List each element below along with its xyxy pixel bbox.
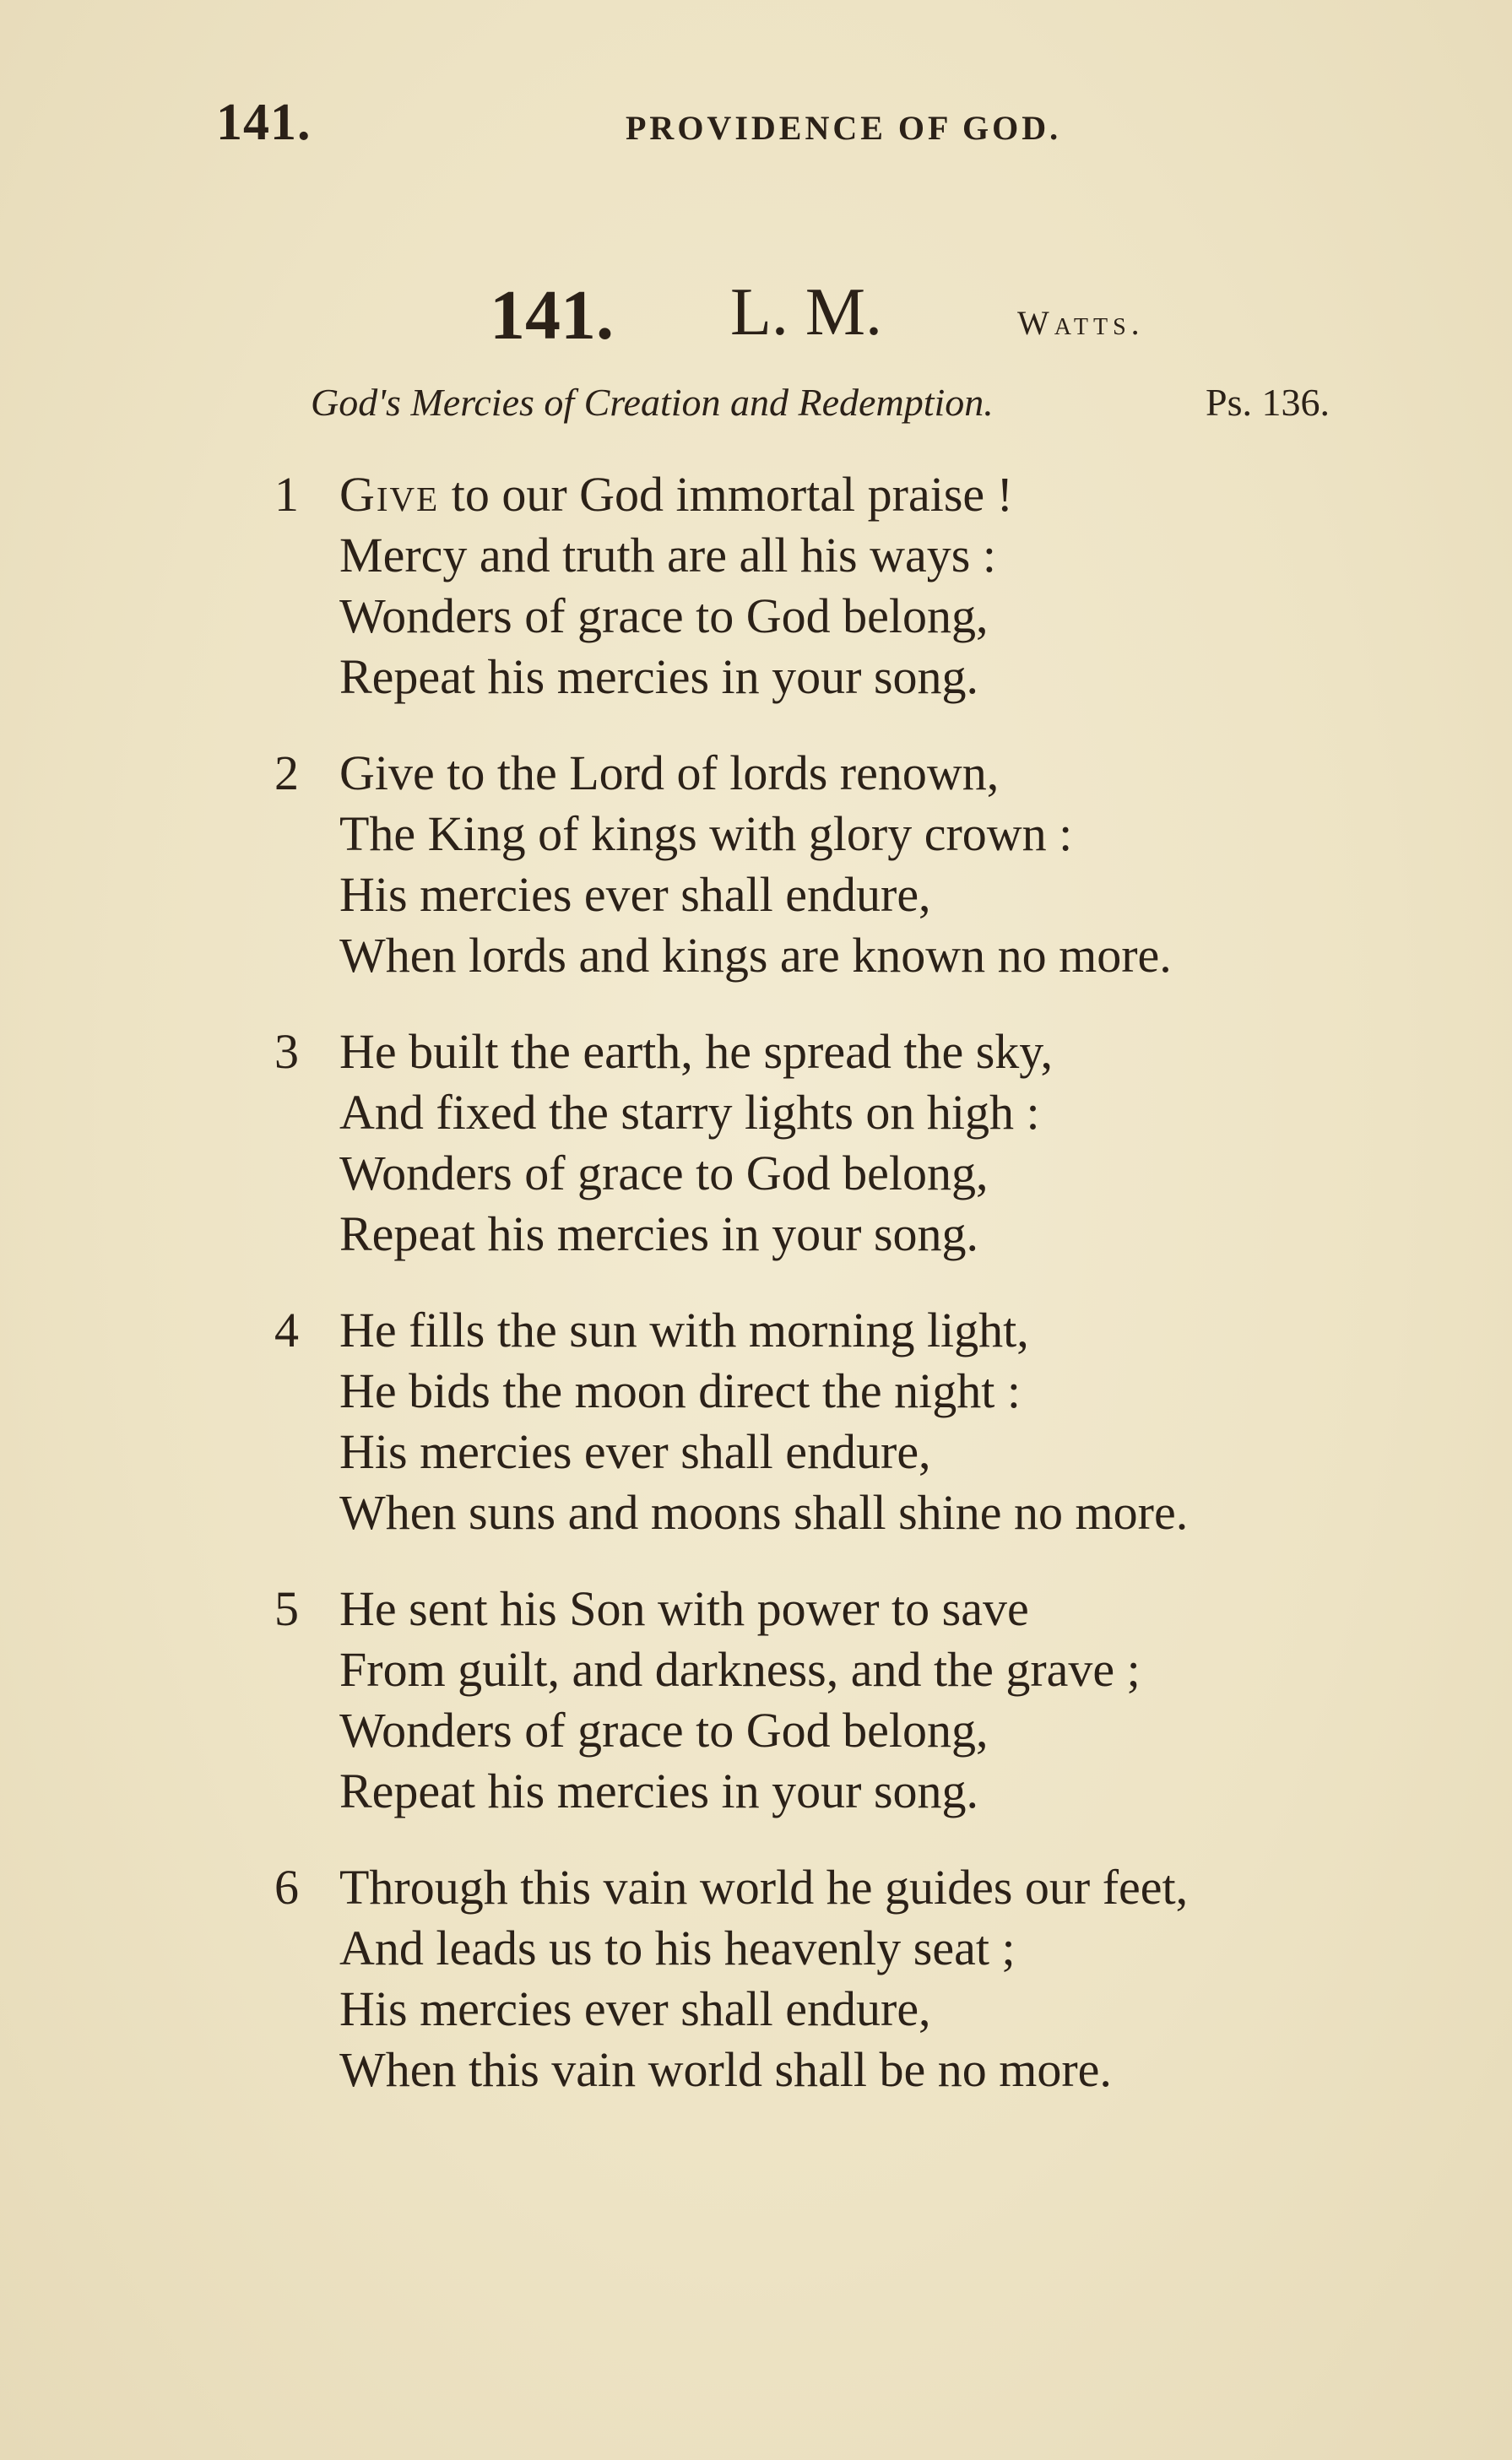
stanza-number: 1: [274, 467, 299, 522]
hymn-heading: [490, 274, 1216, 359]
verse-line: When lords and kings are known no more.: [339, 928, 1172, 983]
running-title: PROVIDENCE OF GOD.: [626, 109, 1062, 147]
hymn-subtitle: [311, 380, 1366, 425]
verse-line: His mercies ever shall endure,: [339, 1424, 931, 1479]
verse-line: Through this vain world he guides our feet,: [339, 1860, 1189, 1915]
hymn-theme: God's Mercies of Creation and Redemption.: [311, 381, 994, 424]
page-number: 141.: [216, 94, 312, 151]
stanza-number: 5: [274, 1581, 299, 1636]
stanza-lines: [339, 1021, 1437, 1265]
hymn-number: 141.: [490, 276, 614, 355]
stanza-number: 4: [274, 1303, 299, 1357]
verse-line: Mercy and truth are all his ways :: [339, 528, 996, 582]
stanza-lines: [339, 1857, 1437, 2100]
verse-line: [339, 464, 1437, 525]
verse-line: From guilt, and darkness, and the grave ;: [339, 1642, 1141, 1697]
verse-line: When suns and moons shall shine no more.: [339, 1485, 1189, 1540]
stanza-number: 2: [274, 745, 299, 800]
verse-line: His mercies ever shall endure,: [339, 867, 931, 922]
verse-line: When this vain world shall be no more.: [339, 2042, 1112, 2097]
stanza-lines: [339, 464, 1437, 707]
stanza-number: 6: [274, 1860, 299, 1915]
stanza-lines: [339, 1579, 1437, 1822]
first-word: Give: [339, 467, 440, 522]
verse-line: And fixed the starry lights on high :: [339, 1085, 1040, 1140]
verse-line: Wonders of grace to God belong,: [339, 1703, 989, 1758]
first-line-rest: to our God immortal praise !: [439, 467, 1013, 522]
verse-line: Give to the Lord of lords renown,: [339, 745, 1000, 800]
stanza-lines: [339, 743, 1437, 986]
running-head: [216, 93, 1119, 160]
stanza-lines: [339, 1300, 1437, 1543]
verse-line: His mercies ever shall endure,: [339, 1981, 931, 2036]
verse-line: He fills the sun with morning light,: [339, 1303, 1029, 1357]
hymn-meter: L. M.: [730, 275, 882, 349]
verse-line: He bids the moon direct the night :: [339, 1363, 1022, 1418]
verse-line: And leads us to his heavenly seat ;: [339, 1921, 1016, 1975]
verse-line: He sent his Son with power to save: [339, 1581, 1029, 1636]
hymn-author: Watts.: [1017, 304, 1145, 342]
psalm-reference: Ps. 136.: [1206, 381, 1330, 424]
verse-line: Wonders of grace to God belong,: [339, 588, 989, 643]
verse-line: He built the earth, he spread the sky,: [339, 1024, 1054, 1079]
verse-line: Repeat his mercies in your song.: [339, 649, 979, 704]
stanza-number: 3: [274, 1024, 299, 1079]
verse-line: Wonders of grace to God belong,: [339, 1146, 989, 1200]
verse-line: The King of kings with glory crown :: [339, 806, 1073, 861]
verse-line: Repeat his mercies in your song.: [339, 1206, 979, 1261]
verse-line: Repeat his mercies in your song.: [339, 1764, 979, 1818]
